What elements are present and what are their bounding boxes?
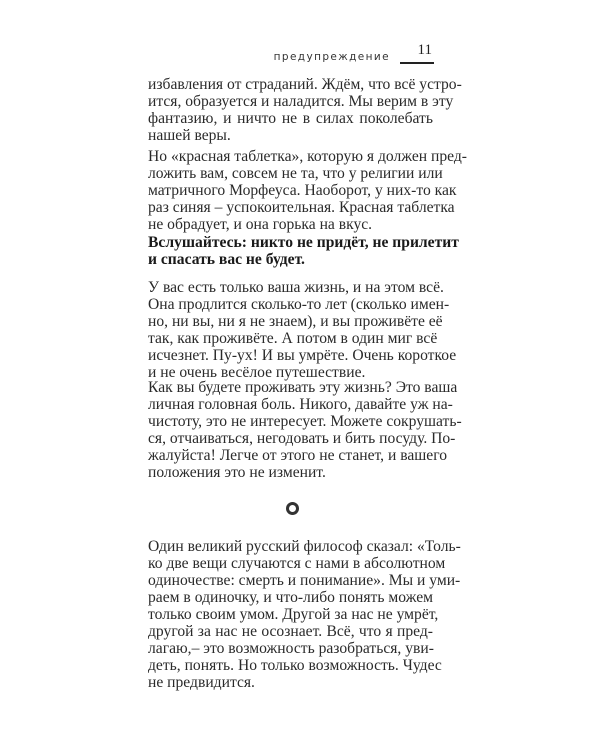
text-line: и спасать вас не будет. <box>148 251 305 268</box>
paragraph-3 <box>148 279 457 381</box>
text-line: так, как проживёте. А потом в один миг всё <box>148 330 438 347</box>
text-line: раем в одиночку, и что-либо понять можем <box>148 589 433 606</box>
text-line: Как вы будете проживать эту жизнь? Это ваша <box>148 379 458 396</box>
text-line: ся, отчаиваться, негодовать и бить посуду. По- <box>148 430 456 447</box>
text-line: исчезнет. Пу-ух! И вы умрёте. Очень короткое <box>148 347 457 364</box>
section-separator-circle-icon <box>286 502 299 515</box>
text-line: избавления от страданий. Ждём, что всё устро- <box>148 76 462 93</box>
running-title: предупреждение <box>273 51 390 63</box>
text-line: ложить вам, совсем не та, что у религии или <box>148 165 443 182</box>
text-line: нашей веры. <box>148 127 231 144</box>
text-line: ится, образуется и наладится. Мы верим в эту <box>148 93 454 110</box>
text-line: деть, понять. Но только возможность. Чудес <box>148 657 442 674</box>
paragraph-2 <box>148 148 467 233</box>
paragraph-1 <box>148 76 462 144</box>
text-line: одиночестве: смерть и понимание». Мы и уми- <box>148 572 461 589</box>
text-line: фантазию, и ничто не в силах поколебать <box>148 110 433 127</box>
text-line: ко две вещи случаются с нами в абсолютном <box>148 555 446 572</box>
text-line: другой за нас не осознает. Всё, что я пред- <box>148 623 433 640</box>
text-line: и не очень весёлое путешествие. <box>148 364 366 381</box>
paragraph-4 <box>148 379 462 481</box>
text-line: У вас есть только ваша жизнь, и на этом всё. <box>148 279 444 296</box>
text-line: положения это не изменит. <box>148 464 326 481</box>
page-number: 11 <box>417 42 432 58</box>
text-line: жалуйста! Легче от этого не станет, и вашего <box>148 447 448 464</box>
text-line: Один великий русский философ сказал: «Толь- <box>148 538 461 555</box>
text-line: лагаю,– это возможность разобраться, уви- <box>148 640 434 657</box>
text-line: но, ни вы, ни я не знаем), и вы проживёте её <box>148 313 443 330</box>
paragraph-emphasis <box>148 234 459 268</box>
text-line: Но «красная таблетка», которую я должен пред- <box>148 148 467 165</box>
text-line: матричного Морфеуса. Наоборот, у них-то как <box>148 182 457 199</box>
text-line: раз синяя – успокоительная. Красная таблетка <box>148 199 455 216</box>
text-line: не предвидится. <box>148 674 255 691</box>
text-line: Она продлится сколько-то лет (сколько имен- <box>148 296 450 313</box>
text-line: не обрадует, и она горька на вкус. <box>148 216 373 233</box>
page-header <box>273 40 434 70</box>
text-line: только своим умом. Другой за нас не умрёт, <box>148 606 439 623</box>
text-line: Вслушайтесь: никто не придёт, не прилетит <box>148 234 459 251</box>
text-line: личная головная боль. Никого, давайте уж на- <box>148 396 453 413</box>
paragraph-5 <box>148 538 461 691</box>
text-line: чистоту, это не интересует. Можете сокрушать- <box>148 413 462 430</box>
header-rule <box>400 62 434 64</box>
